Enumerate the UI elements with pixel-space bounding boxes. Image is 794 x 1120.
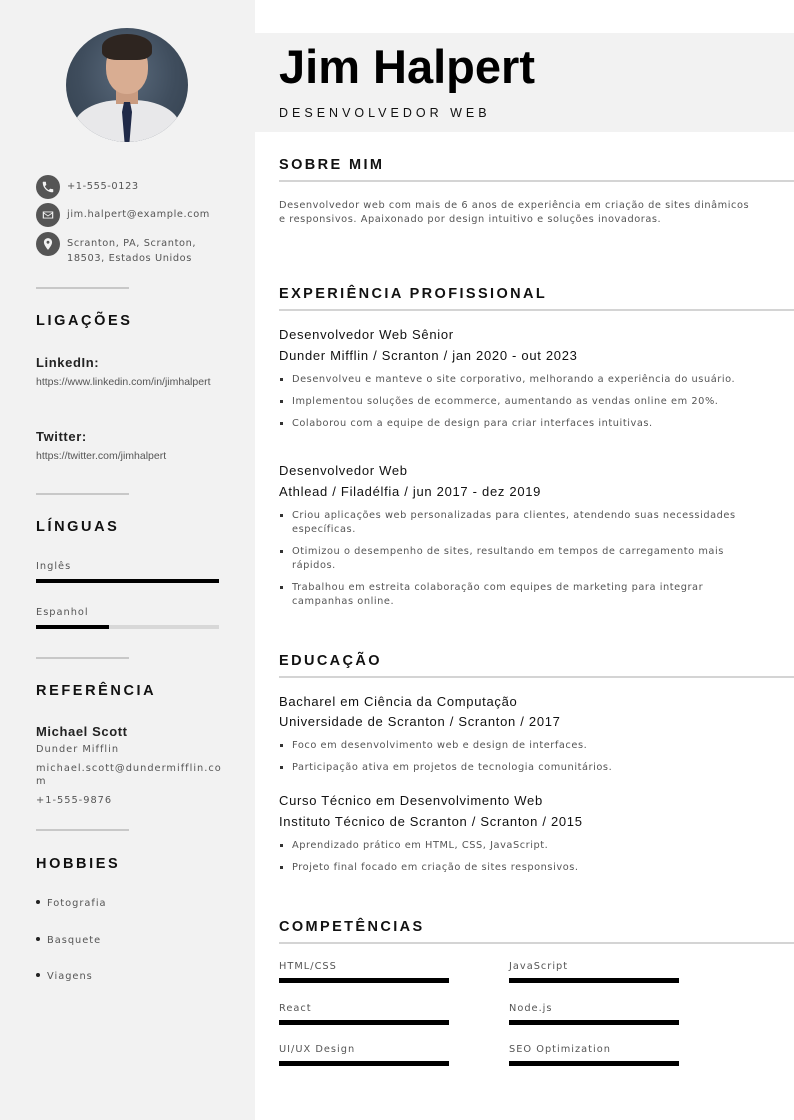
linkedin-link[interactable]: https://www.linkedin.com/in/jimhalpert [36, 376, 211, 388]
skill-label: React [279, 1003, 312, 1014]
bullet-icon [280, 422, 283, 425]
bullet-icon [280, 766, 283, 769]
contact-phone-text: +1-555-0123 [67, 181, 139, 192]
contact-location-text: Scranton, PA, Scranton, 18503, Estados Unidos [67, 238, 197, 264]
education-bullets [279, 739, 779, 783]
reference-company: Dunder Mifflin [36, 744, 120, 755]
education-bullets [279, 839, 779, 883]
location-icon [36, 232, 60, 256]
bullet-item [279, 395, 769, 409]
bullet-text: Projeto final focado em criação de sites responsivos. [292, 862, 579, 873]
about-text: Desenvolvedor web com mais de 6 anos de experiência em criação de sites dinâmicos e responsivos. Apaixonado por design intuitivo e soluções inovadoras. [279, 200, 750, 225]
reference-email[interactable]: michael.scott@dundermifflin.com [36, 763, 222, 787]
skill-bar-fill [279, 1061, 449, 1066]
links-title: LIGAÇÕES [36, 313, 133, 329]
education-degree: Bacharel em Ciência da Computação [279, 694, 518, 709]
candidate-name: Jim Halpert [279, 40, 535, 93]
phone-icon [36, 175, 60, 199]
job-meta: Athlead / Filadélfia / jun 2017 - dez 2019 [279, 484, 542, 499]
bullet-text: Implementou soluções de ecommerce, aumentando as vendas online em 20%. [292, 396, 719, 407]
skill-bar [279, 978, 449, 983]
contact-phone[interactable] [36, 175, 236, 199]
language-bar-spanish [36, 625, 219, 629]
contact-location [36, 232, 236, 266]
bullet-icon [36, 973, 40, 977]
bullet-item [279, 761, 779, 775]
reference-phone: +1-555-9876 [36, 795, 113, 806]
bullet-text: Criou aplicações web personalizadas para clientes, atendendo suas necessidades específicas. [292, 510, 736, 535]
hobby-label: Fotografia [47, 898, 107, 909]
skill-bar [509, 1020, 679, 1025]
hobby-item [36, 898, 107, 909]
job-bullets [279, 373, 769, 439]
bullet-icon [280, 378, 283, 381]
reference-title: REFERÊNCIA [36, 683, 157, 699]
sidebar-divider [36, 657, 129, 659]
language-name: Inglês [36, 561, 72, 572]
skill-bar-fill [279, 1020, 449, 1025]
bullet-text: Participação ativa em projetos de tecnologia comunitários. [292, 762, 613, 773]
sidebar-divider [36, 829, 129, 831]
photo-hair [102, 34, 152, 60]
profile-photo [66, 28, 188, 142]
bullet-item [279, 373, 769, 387]
hobby-item [36, 935, 101, 946]
skill-bar [279, 1061, 449, 1066]
twitter-link[interactable]: https://twitter.com/jimhalpert [36, 450, 167, 462]
education-title: EDUCAÇÃO [279, 653, 382, 669]
bullet-icon [280, 514, 283, 517]
bullet-item [279, 839, 779, 853]
hobby-item [36, 971, 93, 982]
skill-bar-fill [509, 1061, 679, 1066]
bullet-text: Aprendizado prático em HTML, CSS, JavaScript. [292, 840, 549, 851]
bullet-icon [280, 744, 283, 747]
bullet-item [279, 581, 754, 609]
job-title: Desenvolvedor Web [279, 463, 408, 478]
hobby-label: Basquete [47, 935, 102, 946]
bullet-icon [280, 866, 283, 869]
languages-title: LÍNGUAS [36, 519, 120, 535]
bullet-icon [280, 400, 283, 403]
contact-email-text: jim.halpert@example.com [67, 209, 210, 220]
section-rule [279, 676, 794, 678]
skill-bar-fill [509, 1020, 679, 1025]
contact-email[interactable] [36, 203, 236, 227]
language-bar-fill [36, 579, 219, 583]
candidate-role: DESENVOLVEDOR WEB [279, 106, 491, 120]
bullet-text: Foco em desenvolvimento web e design de interfaces. [292, 740, 588, 751]
job-bullets [279, 509, 754, 617]
section-rule [279, 309, 794, 311]
skill-label: UI/UX Design [279, 1044, 356, 1055]
skill-bar-fill [509, 978, 679, 983]
skill-bar [509, 978, 679, 983]
bullet-text: Colaborou com a equipe de design para criar interfaces intuitivas. [292, 418, 653, 429]
bullet-icon [280, 844, 283, 847]
skill-label: HTML/CSS [279, 961, 337, 972]
education-meta: Instituto Técnico de Scranton / Scranton / 2015 [279, 814, 583, 829]
education-degree: Curso Técnico em Desenvolvimento Web [279, 793, 543, 808]
header-band [255, 33, 794, 132]
skills-title: COMPETÊNCIAS [279, 919, 425, 935]
skill-label: Node.js [509, 1003, 553, 1014]
bullet-icon [36, 937, 40, 941]
bullet-item [279, 417, 769, 431]
job-title: Desenvolvedor Web Sênior [279, 327, 454, 342]
hobbies-title: HOBBIES [36, 856, 121, 872]
reference-name: Michael Scott [36, 724, 128, 739]
bullet-item [279, 545, 754, 573]
bullet-icon [36, 900, 40, 904]
bullet-item [279, 739, 779, 753]
email-icon [36, 203, 60, 227]
language-bar-english [36, 579, 219, 583]
bullet-icon [280, 550, 283, 553]
language-name: Espanhol [36, 607, 89, 618]
section-rule [279, 180, 794, 182]
linkedin-label: LinkedIn: [36, 355, 100, 370]
bullet-icon [280, 586, 283, 589]
skill-bar-fill [279, 978, 449, 983]
skill-bar [279, 1020, 449, 1025]
bullet-item [279, 509, 754, 537]
skill-bar [509, 1061, 679, 1066]
bullet-text: Trabalhou em estreita colaboração com equipes de marketing para integrar campanhas online. [292, 582, 704, 607]
skill-label: JavaScript [509, 961, 569, 972]
sidebar [0, 0, 255, 1120]
bullet-item [279, 861, 779, 875]
sidebar-divider [36, 493, 129, 495]
bullet-text: Desenvolveu e manteve o site corporativo, melhorando a experiência do usuário. [292, 374, 736, 385]
skill-label: SEO Optimization [509, 1044, 611, 1055]
bullet-text: Otimizou o desempenho de sites, resultando em tempos de carregamento mais rápidos. [292, 546, 724, 571]
job-meta: Dunder Mifflin / Scranton / jan 2020 - out 2023 [279, 348, 578, 363]
sidebar-divider [36, 287, 129, 289]
about-title: SOBRE MIM [279, 157, 385, 173]
hobby-label: Viagens [47, 971, 93, 982]
education-meta: Universidade de Scranton / Scranton / 2017 [279, 714, 561, 729]
experience-title: EXPERIÊNCIA PROFISSIONAL [279, 286, 548, 302]
section-rule [279, 942, 794, 944]
twitter-label: Twitter: [36, 429, 87, 444]
language-bar-fill [36, 625, 109, 629]
